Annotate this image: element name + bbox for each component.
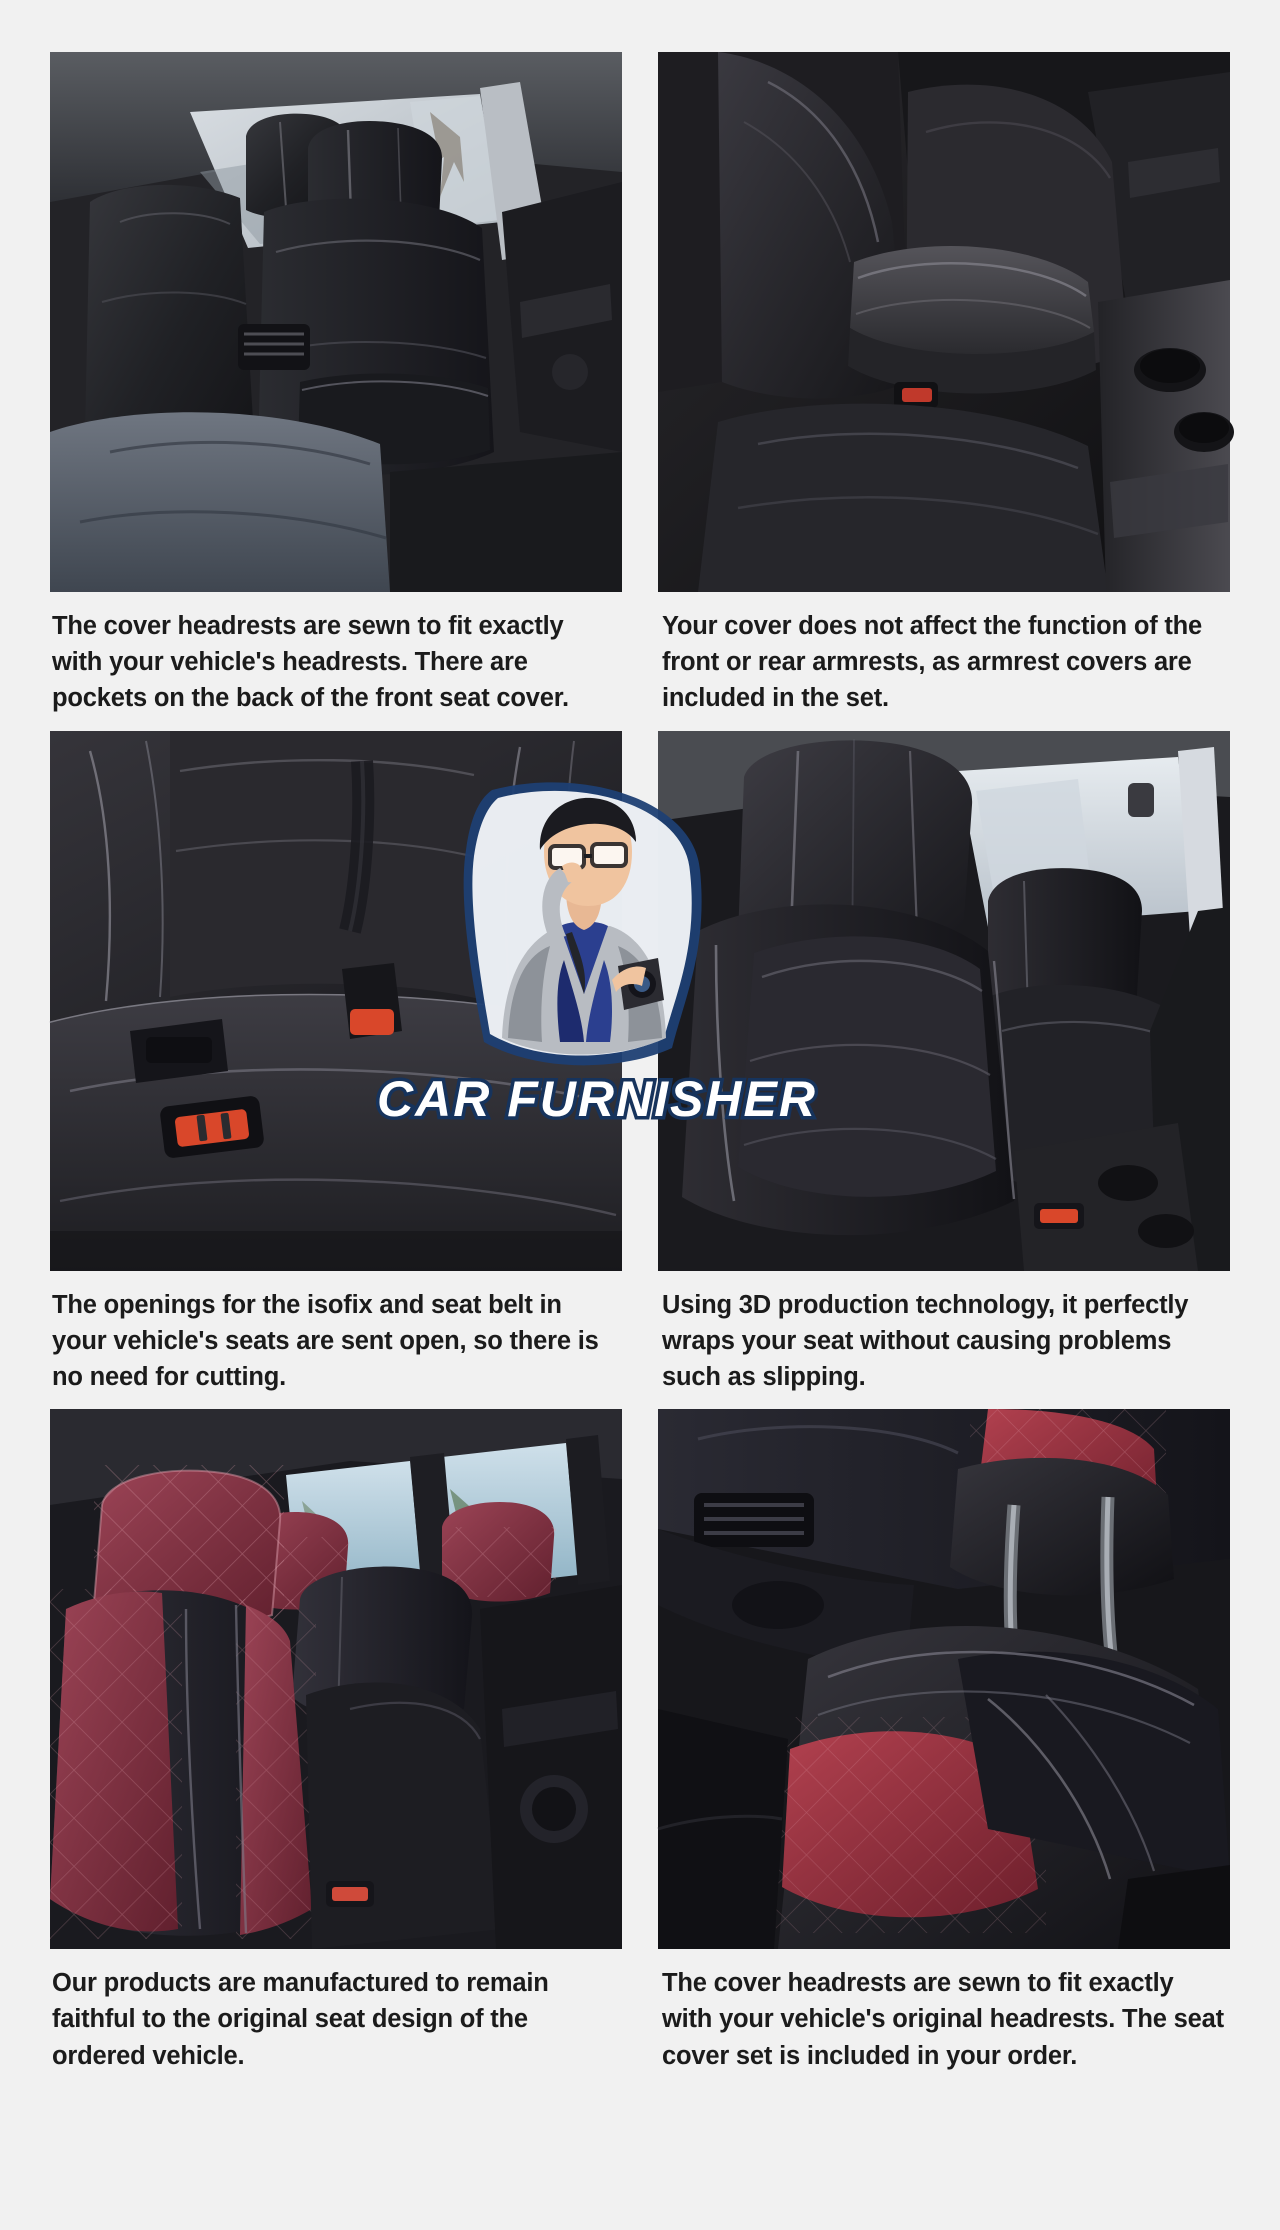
- photo-burgundy-diamond-quilted-leather-seat-covers: [50, 1409, 622, 1949]
- gallery-item-caption: The openings for the isofix and seat belt in your vehicle's seats are sent open, so there is no need for cutting.: [52, 1290, 599, 1392]
- gallery-item: [658, 731, 1230, 1396]
- gallery-row: [50, 52, 1230, 717]
- gallery-item-caption: The cover headrests are sewn to fit exactly with your vehicle's headrests. There are pockets on the back of the front seat cover.: [52, 612, 569, 713]
- photo-car-interior-center-armrest-console-with-cup-holders: [658, 52, 1230, 592]
- gallery-item: [50, 731, 622, 1396]
- gallery-item-caption: Our products are manufactured to remain faithful to the original seat design of the ordered vehicle.: [52, 1969, 549, 2070]
- gallery-item: [658, 1409, 1230, 2074]
- gallery-item-caption: The cover headrests are sewn to fit exactly with your vehicle's original headrests. The seat cover set is included in your order.: [662, 1969, 1224, 2070]
- photo-3d-production-fitted-seat-covers-front-row: [658, 731, 1230, 1271]
- photo-car-interior-black-leather-front-seats-headrests: [50, 52, 622, 592]
- gallery-item: [50, 52, 622, 717]
- gallery-row: [50, 1409, 1230, 2074]
- gallery-item-caption: Using 3D production technology, it perfectly wraps your seat without causing problems such as slipping.: [662, 1290, 1189, 1392]
- gallery-item: [50, 1409, 622, 2074]
- photo-rear-seat-isofix-and-seat-belt-buckle-openings: [50, 731, 622, 1271]
- photo-black-and-red-leather-seat-cover-with-headrest-posts: [658, 1409, 1230, 1949]
- gallery-grid: [50, 0, 1230, 2074]
- gallery-item-caption: Your cover does not affect the function of the front or rear armrests, as armrest covers are included in the set.: [662, 612, 1203, 713]
- gallery-row: [50, 731, 1230, 1396]
- brand-wordmark: CAR FURNISHER: [377, 1071, 817, 1127]
- gallery-item: [658, 52, 1230, 717]
